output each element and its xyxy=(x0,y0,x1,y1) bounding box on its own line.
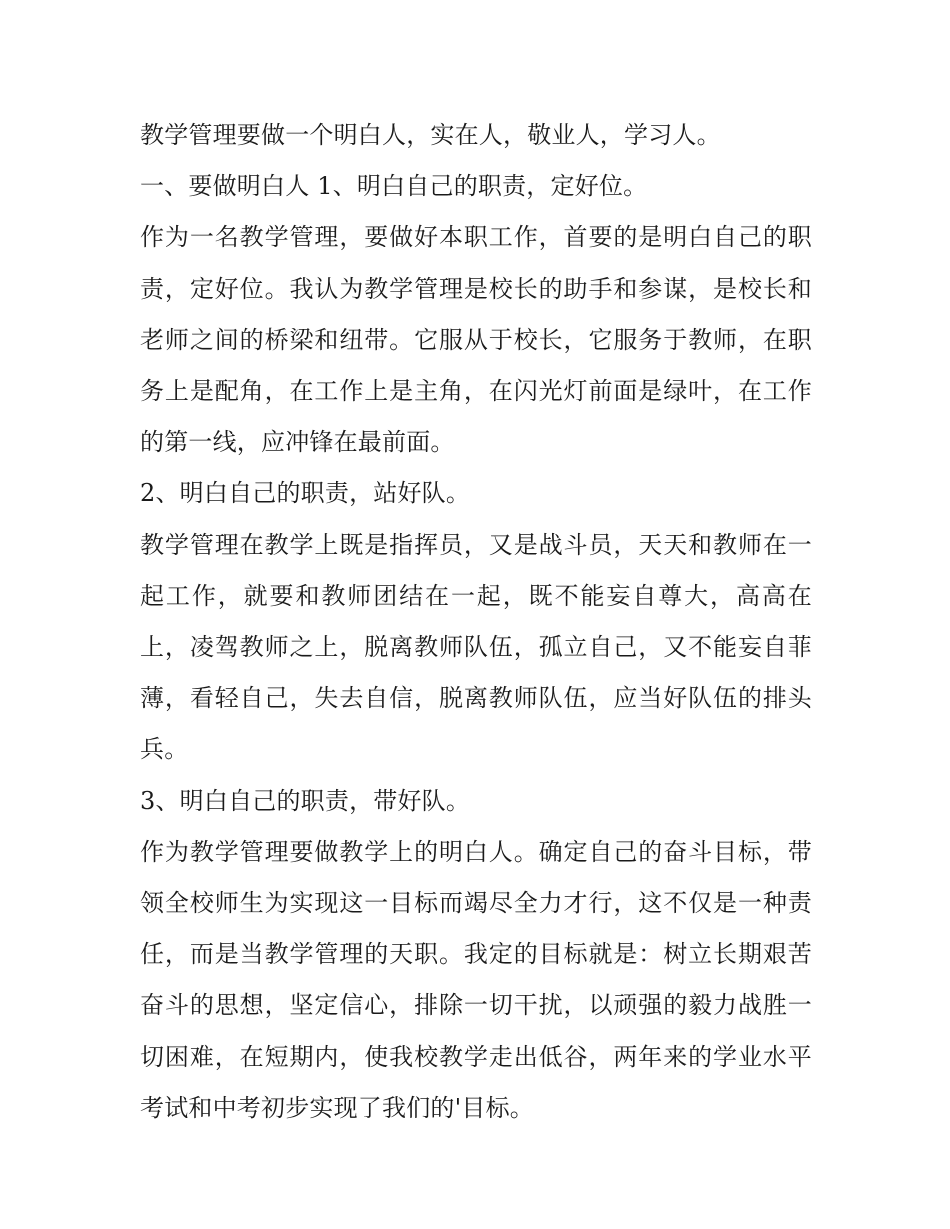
section-heading-3: 3、明白自己的职责，带好队。 xyxy=(140,786,471,815)
paragraph-intro: 教学管理要做一个明白人，实在人，敬业人，学习人。 xyxy=(140,121,721,149)
section-heading-1: 一、要做明白人 1、明白自己的职责，定好位。 xyxy=(140,172,648,201)
paragraph-duty-team: 教学管理在教学上既是指挥员，又是战斗员，天天和教师在一起工作，就要和教师团结在一起，既不能妄自尊大，高高在上，凌驾教师之上，脱离教师队伍，孤立自己，又不能妄自菲薄，看轻自己，失去自信，脱离教师队伍，应当好队伍的排头兵。 xyxy=(140,530,812,764)
paragraph-duty-position: 作为一名教学管理，要做好本职工作，首要的是明白自己的职责，定好位。我认为教学管理是校长的助手和参谋，是校长和老师之间的桥梁和纽带。它服从于校长，它服务于教师，在职务上是配角，在工作上是主角，在闪光灯前面是绿叶，在工作的第一线，应冲锋在最前面。 xyxy=(140,223,812,457)
paragraph-duty-lead: 作为教学管理要做教学上的明白人。确定自己的奋斗目标，带领全校师生为实现这一目标而竭尽全力才行，这不仅是一种责任，而是当教学管理的天职。我定的目标就是：树立长期艰苦奋斗的思想，坚定信心，排除一切干扰，以顽强的毅力战胜一切困难，在短期内，使我校教学走出低谷，两年来的学业水平考试和中考初步实现了我们的'目标。 xyxy=(140,837,812,1122)
section-heading-2: 2、明白自己的职责，站好队。 xyxy=(140,479,471,508)
document-body xyxy=(140,110,812,1134)
